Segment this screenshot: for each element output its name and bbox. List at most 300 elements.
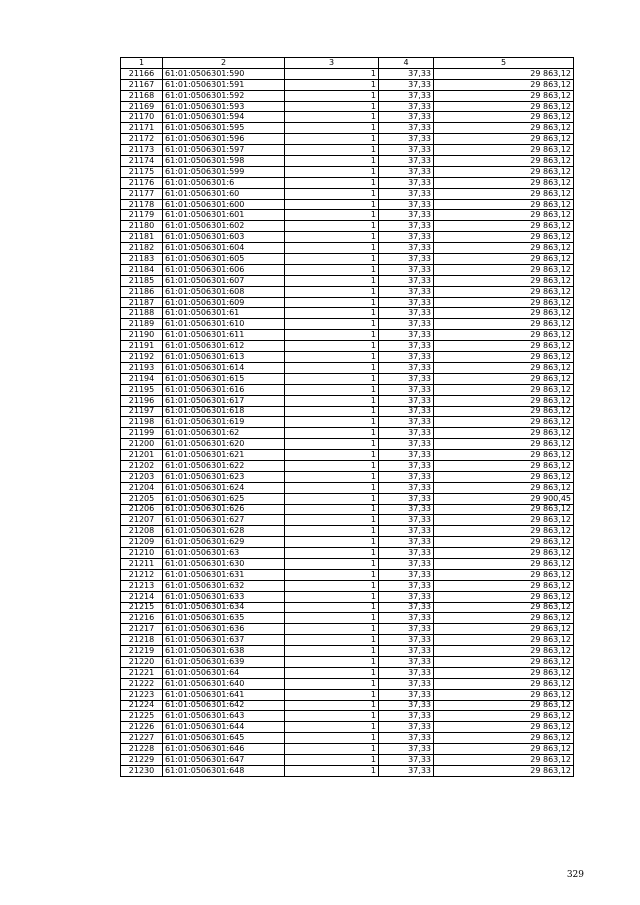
- value-cell: 29 863,12: [434, 79, 574, 90]
- cadastral-number-cell: 61:01:0506301:628: [163, 526, 285, 537]
- cadastral-number-cell: 61:01:0506301:629: [163, 537, 285, 548]
- quantity-cell: 1: [285, 678, 379, 689]
- column-header-2: 2: [163, 58, 285, 69]
- row-number-cell: 21211: [121, 558, 163, 569]
- value-cell: 29 863,12: [434, 373, 574, 384]
- table-row: [121, 308, 574, 319]
- quantity-cell: 1: [285, 428, 379, 439]
- value-cell: 29 863,12: [434, 689, 574, 700]
- quantity-cell: 1: [285, 90, 379, 101]
- value-cell: 29 863,12: [434, 177, 574, 188]
- quantity-cell: 1: [285, 243, 379, 254]
- area-cell: 37,33: [379, 755, 434, 766]
- value-cell: 29 863,12: [434, 319, 574, 330]
- cadastral-number-cell: 61:01:0506301:622: [163, 460, 285, 471]
- cadastral-number-cell: 61:01:0506301:619: [163, 417, 285, 428]
- row-number-cell: 21216: [121, 613, 163, 624]
- row-number-cell: 21210: [121, 548, 163, 559]
- quantity-cell: 1: [285, 406, 379, 417]
- quantity-cell: 1: [285, 700, 379, 711]
- cadastral-number-cell: 61:01:0506301:624: [163, 482, 285, 493]
- quantity-cell: 1: [285, 177, 379, 188]
- cadastral-number-cell: 61:01:0506301:597: [163, 145, 285, 156]
- value-cell: 29 863,12: [434, 755, 574, 766]
- table-row: [121, 188, 574, 199]
- cadastral-number-cell: 61:01:0506301:633: [163, 591, 285, 602]
- cadastral-number-cell: 61:01:0506301:638: [163, 646, 285, 657]
- cadastral-number-cell: 61:01:0506301:620: [163, 439, 285, 450]
- quantity-cell: 1: [285, 580, 379, 591]
- quantity-cell: 1: [285, 471, 379, 482]
- table-row: [121, 678, 574, 689]
- table-row: [121, 243, 574, 254]
- value-cell: 29 863,12: [434, 188, 574, 199]
- cadastral-number-cell: 61:01:0506301:644: [163, 722, 285, 733]
- cadastral-number-cell: 61:01:0506301:618: [163, 406, 285, 417]
- quantity-cell: 1: [285, 722, 379, 733]
- area-cell: 37,33: [379, 156, 434, 167]
- table-row: [121, 624, 574, 635]
- area-cell: 37,33: [379, 450, 434, 461]
- quantity-cell: 1: [285, 286, 379, 297]
- cadastral-number-cell: 61:01:0506301:635: [163, 613, 285, 624]
- table-row: [121, 602, 574, 613]
- table-row: [121, 264, 574, 275]
- table-row: [121, 526, 574, 537]
- table-row: [121, 330, 574, 341]
- row-number-cell: 21166: [121, 68, 163, 79]
- table-row: [121, 232, 574, 243]
- row-number-cell: 21207: [121, 515, 163, 526]
- cadastral-number-cell: 61:01:0506301:636: [163, 624, 285, 635]
- column-header-1: 1: [121, 58, 163, 69]
- row-number-cell: 21191: [121, 341, 163, 352]
- row-number-cell: 21217: [121, 624, 163, 635]
- row-number-cell: 21181: [121, 232, 163, 243]
- area-cell: 37,33: [379, 319, 434, 330]
- value-cell: 29 863,12: [434, 308, 574, 319]
- table-row: [121, 558, 574, 569]
- value-cell: 29 863,12: [434, 123, 574, 134]
- row-number-cell: 21206: [121, 504, 163, 515]
- table-row: [121, 493, 574, 504]
- area-cell: 37,33: [379, 232, 434, 243]
- cadastral-number-cell: 61:01:0506301:6: [163, 177, 285, 188]
- value-cell: 29 863,12: [434, 232, 574, 243]
- value-cell: 29 863,12: [434, 482, 574, 493]
- table-row: [121, 450, 574, 461]
- row-number-cell: 21213: [121, 580, 163, 591]
- quantity-cell: 1: [285, 362, 379, 373]
- quantity-cell: 1: [285, 613, 379, 624]
- value-cell: 29 863,12: [434, 765, 574, 776]
- row-number-cell: 21199: [121, 428, 163, 439]
- area-cell: 37,33: [379, 395, 434, 406]
- row-number-cell: 21229: [121, 755, 163, 766]
- column-header-4: 4: [379, 58, 434, 69]
- cadastral-number-cell: 61:01:0506301:611: [163, 330, 285, 341]
- value-cell: 29 863,12: [434, 613, 574, 624]
- row-number-cell: 21230: [121, 765, 163, 776]
- cadastral-number-cell: 61:01:0506301:606: [163, 264, 285, 275]
- table-row: [121, 68, 574, 79]
- value-cell: 29 863,12: [434, 537, 574, 548]
- row-number-cell: 21169: [121, 101, 163, 112]
- row-number-cell: 21221: [121, 667, 163, 678]
- table-row: [121, 667, 574, 678]
- value-cell: 29 863,12: [434, 722, 574, 733]
- row-number-cell: 21186: [121, 286, 163, 297]
- row-number-cell: 21223: [121, 689, 163, 700]
- value-cell: 29 863,12: [434, 134, 574, 145]
- area-cell: 37,33: [379, 460, 434, 471]
- cadastral-number-cell: 61:01:0506301:604: [163, 243, 285, 254]
- cadastral-number-cell: 61:01:0506301:623: [163, 471, 285, 482]
- value-cell: 29 863,12: [434, 384, 574, 395]
- row-number-cell: 21180: [121, 221, 163, 232]
- value-cell: 29 863,12: [434, 569, 574, 580]
- value-cell: 29 863,12: [434, 471, 574, 482]
- area-cell: 37,33: [379, 624, 434, 635]
- area-cell: 37,33: [379, 580, 434, 591]
- cadastral-number-cell: 61:01:0506301:615: [163, 373, 285, 384]
- page-number: 329: [566, 870, 584, 880]
- table-row: [121, 460, 574, 471]
- area-cell: 37,33: [379, 711, 434, 722]
- row-number-cell: 21182: [121, 243, 163, 254]
- table-row: [121, 733, 574, 744]
- value-cell: 29 863,12: [434, 678, 574, 689]
- table-row: [121, 210, 574, 221]
- row-number-cell: 21170: [121, 112, 163, 123]
- area-cell: 37,33: [379, 515, 434, 526]
- quantity-cell: 1: [285, 79, 379, 90]
- row-number-cell: 21226: [121, 722, 163, 733]
- table-row: [121, 156, 574, 167]
- cadastral-number-cell: 61:01:0506301:625: [163, 493, 285, 504]
- quantity-cell: 1: [285, 264, 379, 275]
- area-cell: 37,33: [379, 482, 434, 493]
- table-row: [121, 166, 574, 177]
- table-row: [121, 145, 574, 156]
- table-row: [121, 199, 574, 210]
- value-cell: 29 863,12: [434, 558, 574, 569]
- row-number-cell: 21195: [121, 384, 163, 395]
- area-cell: 37,33: [379, 744, 434, 755]
- quantity-cell: 1: [285, 101, 379, 112]
- area-cell: 37,33: [379, 308, 434, 319]
- table-row: [121, 254, 574, 265]
- row-number-cell: 21174: [121, 156, 163, 167]
- area-cell: 37,33: [379, 79, 434, 90]
- value-cell: 29 863,12: [434, 166, 574, 177]
- table-row: [121, 395, 574, 406]
- row-number-cell: 21193: [121, 362, 163, 373]
- quantity-cell: 1: [285, 308, 379, 319]
- table-row: [121, 548, 574, 559]
- row-number-cell: 21175: [121, 166, 163, 177]
- row-number-cell: 21198: [121, 417, 163, 428]
- area-cell: 37,33: [379, 635, 434, 646]
- quantity-cell: 1: [285, 297, 379, 308]
- table-row: [121, 755, 574, 766]
- row-number-cell: 21214: [121, 591, 163, 602]
- quantity-cell: 1: [285, 482, 379, 493]
- value-cell: 29 863,12: [434, 515, 574, 526]
- area-cell: 37,33: [379, 199, 434, 210]
- value-cell: 29 863,12: [434, 330, 574, 341]
- quantity-cell: 1: [285, 493, 379, 504]
- table-row: [121, 221, 574, 232]
- cadastral-number-cell: 61:01:0506301:640: [163, 678, 285, 689]
- quantity-cell: 1: [285, 689, 379, 700]
- row-number-cell: 21205: [121, 493, 163, 504]
- row-number-cell: 21215: [121, 602, 163, 613]
- cadastral-number-cell: 61:01:0506301:61: [163, 308, 285, 319]
- table-row: [121, 79, 574, 90]
- table-row: [121, 765, 574, 776]
- cadastral-number-cell: 61:01:0506301:608: [163, 286, 285, 297]
- area-cell: 37,33: [379, 166, 434, 177]
- row-number-cell: 21178: [121, 199, 163, 210]
- quantity-cell: 1: [285, 254, 379, 265]
- cadastral-number-cell: 61:01:0506301:607: [163, 275, 285, 286]
- quantity-cell: 1: [285, 765, 379, 776]
- cadastral-number-cell: 61:01:0506301:601: [163, 210, 285, 221]
- value-cell: 29 863,12: [434, 428, 574, 439]
- table-row: [121, 90, 574, 101]
- value-cell: 29 863,12: [434, 548, 574, 559]
- quantity-cell: 1: [285, 602, 379, 613]
- cadastral-number-cell: 61:01:0506301:634: [163, 602, 285, 613]
- cadastral-number-cell: 61:01:0506301:63: [163, 548, 285, 559]
- value-cell: 29 863,12: [434, 199, 574, 210]
- area-cell: 37,33: [379, 352, 434, 363]
- cadastral-number-cell: 61:01:0506301:630: [163, 558, 285, 569]
- cadastral-number-cell: 61:01:0506301:612: [163, 341, 285, 352]
- area-cell: 37,33: [379, 678, 434, 689]
- value-cell: 29 863,12: [434, 210, 574, 221]
- area-cell: 37,33: [379, 362, 434, 373]
- area-cell: 37,33: [379, 700, 434, 711]
- table-row: [121, 439, 574, 450]
- table-row: [121, 471, 574, 482]
- cadastral-number-cell: 61:01:0506301:603: [163, 232, 285, 243]
- value-cell: 29 863,12: [434, 733, 574, 744]
- column-header-3: 3: [285, 58, 379, 69]
- table-row: [121, 319, 574, 330]
- value-cell: 29 863,12: [434, 406, 574, 417]
- quantity-cell: 1: [285, 569, 379, 580]
- quantity-cell: 1: [285, 635, 379, 646]
- quantity-cell: 1: [285, 373, 379, 384]
- table-row: [121, 177, 574, 188]
- row-number-cell: 21224: [121, 700, 163, 711]
- area-cell: 37,33: [379, 123, 434, 134]
- table-row: [121, 406, 574, 417]
- table-row: [121, 613, 574, 624]
- cadastral-number-cell: 61:01:0506301:632: [163, 580, 285, 591]
- area-cell: 37,33: [379, 493, 434, 504]
- value-cell: 29 863,12: [434, 656, 574, 667]
- row-number-cell: 21227: [121, 733, 163, 744]
- table-row: [121, 123, 574, 134]
- area-cell: 37,33: [379, 254, 434, 265]
- table-body: [121, 68, 574, 776]
- area-cell: 37,33: [379, 428, 434, 439]
- area-cell: 37,33: [379, 689, 434, 700]
- quantity-cell: 1: [285, 646, 379, 657]
- area-cell: 37,33: [379, 384, 434, 395]
- row-number-cell: 21179: [121, 210, 163, 221]
- quantity-cell: 1: [285, 188, 379, 199]
- table-row: [121, 134, 574, 145]
- value-cell: 29 863,12: [434, 744, 574, 755]
- row-number-cell: 21212: [121, 569, 163, 580]
- quantity-cell: 1: [285, 439, 379, 450]
- area-cell: 37,33: [379, 145, 434, 156]
- value-cell: 29 863,12: [434, 591, 574, 602]
- row-number-cell: 21202: [121, 460, 163, 471]
- cadastral-number-cell: 61:01:0506301:610: [163, 319, 285, 330]
- row-number-cell: 21208: [121, 526, 163, 537]
- table-row: [121, 275, 574, 286]
- quantity-cell: 1: [285, 341, 379, 352]
- cadastral-number-cell: 61:01:0506301:600: [163, 199, 285, 210]
- value-cell: 29 863,12: [434, 156, 574, 167]
- area-cell: 37,33: [379, 406, 434, 417]
- cadastral-number-cell: 61:01:0506301:594: [163, 112, 285, 123]
- area-cell: 37,33: [379, 101, 434, 112]
- row-number-cell: 21171: [121, 123, 163, 134]
- table-row: [121, 352, 574, 363]
- area-cell: 37,33: [379, 264, 434, 275]
- value-cell: 29 863,12: [434, 341, 574, 352]
- area-cell: 37,33: [379, 765, 434, 776]
- row-number-cell: 21188: [121, 308, 163, 319]
- table-row: [121, 417, 574, 428]
- row-number-cell: 21173: [121, 145, 163, 156]
- area-cell: 37,33: [379, 341, 434, 352]
- quantity-cell: 1: [285, 537, 379, 548]
- cadastral-number-cell: 61:01:0506301:602: [163, 221, 285, 232]
- quantity-cell: 1: [285, 232, 379, 243]
- cadastral-number-cell: 61:01:0506301:643: [163, 711, 285, 722]
- value-cell: 29 863,12: [434, 101, 574, 112]
- value-cell: 29 863,12: [434, 297, 574, 308]
- quantity-cell: 1: [285, 504, 379, 515]
- quantity-cell: 1: [285, 624, 379, 635]
- value-cell: 29 863,12: [434, 450, 574, 461]
- row-number-cell: 21201: [121, 450, 163, 461]
- table-row: [121, 373, 574, 384]
- value-cell: 29 863,12: [434, 580, 574, 591]
- area-cell: 37,33: [379, 112, 434, 123]
- table-row: [121, 569, 574, 580]
- quantity-cell: 1: [285, 330, 379, 341]
- row-number-cell: 21177: [121, 188, 163, 199]
- area-cell: 37,33: [379, 90, 434, 101]
- area-cell: 37,33: [379, 417, 434, 428]
- row-number-cell: 21189: [121, 319, 163, 330]
- value-cell: 29 863,12: [434, 667, 574, 678]
- quantity-cell: 1: [285, 744, 379, 755]
- cadastral-number-cell: 61:01:0506301:646: [163, 744, 285, 755]
- area-cell: 37,33: [379, 646, 434, 657]
- row-number-cell: 21225: [121, 711, 163, 722]
- value-cell: 29 863,12: [434, 90, 574, 101]
- value-cell: 29 863,12: [434, 254, 574, 265]
- quantity-cell: 1: [285, 221, 379, 232]
- quantity-cell: 1: [285, 526, 379, 537]
- table-row: [121, 646, 574, 657]
- area-cell: 37,33: [379, 188, 434, 199]
- area-cell: 37,33: [379, 286, 434, 297]
- table-row: [121, 515, 574, 526]
- row-number-cell: 21183: [121, 254, 163, 265]
- quantity-cell: 1: [285, 548, 379, 559]
- value-cell: 29 863,12: [434, 646, 574, 657]
- cadastral-number-cell: 61:01:0506301:637: [163, 635, 285, 646]
- area-cell: 37,33: [379, 558, 434, 569]
- quantity-cell: 1: [285, 656, 379, 667]
- area-cell: 37,33: [379, 656, 434, 667]
- table-row: [121, 580, 574, 591]
- row-number-cell: 21197: [121, 406, 163, 417]
- quantity-cell: 1: [285, 134, 379, 145]
- area-cell: 37,33: [379, 667, 434, 678]
- table-row: [121, 504, 574, 515]
- value-cell: 29 863,12: [434, 711, 574, 722]
- value-cell: 29 863,12: [434, 112, 574, 123]
- cadastral-number-cell: 61:01:0506301:592: [163, 90, 285, 101]
- row-number-cell: 21167: [121, 79, 163, 90]
- cadastral-number-cell: 61:01:0506301:609: [163, 297, 285, 308]
- cadastral-number-cell: 61:01:0506301:641: [163, 689, 285, 700]
- table-row: [121, 656, 574, 667]
- cadastral-number-cell: 61:01:0506301:631: [163, 569, 285, 580]
- table-row: [121, 722, 574, 733]
- area-cell: 37,33: [379, 221, 434, 232]
- row-number-cell: 21200: [121, 439, 163, 450]
- table-row: [121, 112, 574, 123]
- row-number-cell: 21172: [121, 134, 163, 145]
- value-cell: 29 863,12: [434, 145, 574, 156]
- area-cell: 37,33: [379, 177, 434, 188]
- area-cell: 37,33: [379, 569, 434, 580]
- area-cell: 37,33: [379, 722, 434, 733]
- value-cell: 29 900,45: [434, 493, 574, 504]
- cadastral-number-cell: 61:01:0506301:621: [163, 450, 285, 461]
- quantity-cell: 1: [285, 352, 379, 363]
- cadastral-number-cell: 61:01:0506301:626: [163, 504, 285, 515]
- value-cell: 29 863,12: [434, 526, 574, 537]
- table-row: [121, 362, 574, 373]
- table-row: [121, 428, 574, 439]
- area-cell: 37,33: [379, 373, 434, 384]
- value-cell: 29 863,12: [434, 504, 574, 515]
- quantity-cell: 1: [285, 395, 379, 406]
- cadastral-number-cell: 61:01:0506301:593: [163, 101, 285, 112]
- row-number-cell: 21168: [121, 90, 163, 101]
- area-cell: 37,33: [379, 439, 434, 450]
- area-cell: 37,33: [379, 591, 434, 602]
- quantity-cell: 1: [285, 450, 379, 461]
- row-number-cell: 21218: [121, 635, 163, 646]
- cadastral-number-cell: 61:01:0506301:613: [163, 352, 285, 363]
- cadastral-number-cell: 61:01:0506301:598: [163, 156, 285, 167]
- quantity-cell: 1: [285, 667, 379, 678]
